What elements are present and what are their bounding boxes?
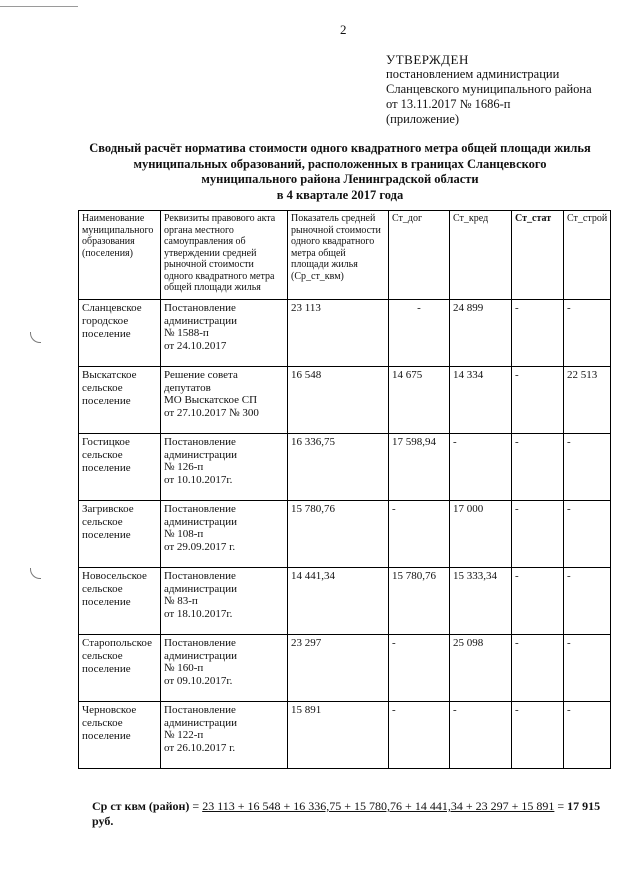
st-stat-cell: - (512, 568, 564, 635)
municipality-cell: Загривское сельское поселение (79, 501, 161, 568)
header-cell-st-stat: Ст_стат (512, 211, 564, 300)
st-stroy-cell: - (564, 300, 611, 367)
legal-act-line: № 83-п (164, 595, 198, 607)
st-kred-cell: 24 899 (450, 300, 512, 367)
average-cost-cell: 23 113 (288, 300, 389, 367)
header-cell-legal-act: Реквизиты правового акта органа местного самоуправления об утверждении средней рыночной стоимости одного квадратного метра общей площади жилья (161, 211, 288, 300)
st-kred-cell: 15 333,34 (450, 568, 512, 635)
legal-act-line: Постановление (164, 637, 236, 649)
legal-act-line: Постановление (164, 704, 236, 716)
legal-act-line: № 126-п (164, 461, 204, 473)
st-dog-cell: 15 780,76 (389, 568, 450, 635)
municipality-cell: Выскатское сельское поселение (79, 367, 161, 434)
legal-act-line: Постановление (164, 436, 236, 448)
st-dog-cell: - (389, 501, 450, 568)
st-stat-cell: - (512, 501, 564, 568)
municipality-cell: Сланцевское городское поселение (79, 300, 161, 367)
average-cost-cell: 23 297 (288, 635, 389, 702)
legal-act-cell (161, 501, 288, 568)
legal-act-line: Постановление (164, 503, 236, 515)
page-number: 2 (340, 22, 347, 37)
legal-act-line: администрации (164, 314, 237, 327)
legal-act-line: администрации (164, 716, 237, 729)
legal-act-cell (161, 434, 288, 501)
legal-act-cell (161, 702, 288, 769)
legal-act-line: от 24.10.2017 (164, 339, 227, 352)
st-stroy-cell: - (564, 568, 611, 635)
legal-act-line: от 18.10.2017г. (164, 607, 233, 620)
formula-result: 17 915 (567, 799, 601, 813)
legal-act-line: № 160-п (164, 662, 204, 674)
title-line: в 4 квартале 2017 года (276, 187, 404, 202)
legal-act-line: от 29.09.2017 г. (164, 540, 236, 553)
legal-act-line: от 10.10.2017г. (164, 473, 233, 486)
legal-act-line: Решение совета (164, 369, 238, 381)
formula-label: Ср ст квм (район) (92, 799, 190, 813)
legal-act-line: от 27.10.2017 № 300 (164, 406, 259, 419)
title-line: муниципальных образований, расположенных в границах Сланцевского (133, 156, 547, 171)
header-cell-municipality: Наименование муниципального образования (поселения) (79, 211, 161, 300)
legal-act-line: Постановление (164, 302, 236, 314)
table-row (79, 568, 611, 635)
legal-act-line: администрации (164, 582, 237, 595)
average-cost-cell: 15 780,76 (288, 501, 389, 568)
legal-act-line: от 09.10.2017г. (164, 674, 233, 687)
title-line: муниципального района Ленинградской области (201, 172, 479, 186)
st-kred-cell: - (450, 702, 512, 769)
table-row (79, 501, 611, 568)
st-kred-cell: 25 098 (450, 635, 512, 702)
st-kred-cell: 14 334 (450, 367, 512, 434)
legal-act-cell (161, 635, 288, 702)
legal-act-cell (161, 568, 288, 635)
approval-line: (приложение) (386, 112, 460, 126)
legal-act-line: Постановление (164, 570, 236, 582)
header-rule (0, 6, 78, 7)
header-cell-st-dog: Ст_дог (389, 211, 450, 300)
table-row (79, 367, 611, 434)
average-cost-cell: 16 548 (288, 367, 389, 434)
st-kred-cell: - (450, 434, 512, 501)
st-dog-cell: 14 675 (389, 367, 450, 434)
municipality-cell: Черновское сельское поселение (79, 702, 161, 769)
table-row (79, 702, 611, 769)
margin-mark (30, 568, 41, 579)
margin-mark (30, 332, 41, 343)
st-stat-cell: - (512, 367, 564, 434)
legal-act-line: от 26.10.2017 г. (164, 741, 236, 754)
cost-table (78, 210, 611, 769)
st-stat-cell: - (512, 300, 564, 367)
header-cell-st-kred: Ст_кред (450, 211, 512, 300)
approval-line: постановлением администрации (386, 67, 560, 81)
st-stat-cell: - (512, 702, 564, 769)
legal-act-cell (161, 300, 288, 367)
st-stat-cell: - (512, 635, 564, 702)
legal-act-line: администрации (164, 649, 237, 662)
legal-act-line: № 122-п (164, 729, 204, 741)
municipality-cell: Гостицкое сельское поселение (79, 434, 161, 501)
header-cell-st-stroy: Ст_строй (564, 211, 611, 300)
st-dog-cell: - (389, 635, 450, 702)
formula-expression: 23 113 + 16 548 + 16 336,75 + 15 780,76 + 14 441,34 + 23 297 + 15 891 (202, 799, 555, 813)
st-dog-cell: - (389, 702, 450, 769)
st-stat-cell: - (512, 434, 564, 501)
table-row (79, 434, 611, 501)
formula-block (92, 799, 612, 829)
legal-act-cell (161, 367, 288, 434)
legal-act-line: администрации (164, 448, 237, 461)
table-row (79, 300, 611, 367)
municipality-cell: Новосельское сельское поселение (79, 568, 161, 635)
st-stroy-cell: - (564, 635, 611, 702)
st-dog-cell: - (389, 300, 450, 367)
st-stroy-cell: - (564, 702, 611, 769)
municipality-cell: Старопольское сельское поселение (79, 635, 161, 702)
formula-equals: = (554, 799, 568, 813)
approval-block (386, 52, 592, 127)
approval-line: Сланцевского муниципального района (386, 82, 592, 96)
st-stroy-cell: - (564, 434, 611, 501)
formula-unit: руб. (92, 814, 114, 828)
legal-act-line: № 1588-п (164, 327, 209, 339)
average-cost-cell: 14 441,34 (288, 568, 389, 635)
legal-act-line: № 108-п (164, 528, 204, 540)
st-dog-cell: 17 598,94 (389, 434, 450, 501)
table-row (79, 635, 611, 702)
document-title (80, 141, 600, 203)
title-line: Сводный расчёт норматива стоимости одного квадратного метра общей площади жилья (89, 141, 591, 155)
approval-line: от 13.11.2017 № 1686-п (386, 97, 511, 111)
st-kred-cell: 17 000 (450, 501, 512, 568)
st-stroy-cell: 22 513 (564, 367, 611, 434)
formula-equals: = (189, 799, 203, 813)
table-header-row (79, 211, 611, 300)
legal-act-line: администрации (164, 515, 237, 528)
approval-heading: УТВЕРЖДЕН (386, 52, 469, 67)
st-stroy-cell: - (564, 501, 611, 568)
legal-act-line: МО Выскатское СП (164, 394, 258, 406)
average-cost-cell: 16 336,75 (288, 434, 389, 501)
average-cost-cell: 15 891 (288, 702, 389, 769)
legal-act-line: депутатов (164, 381, 211, 394)
header-cell-average-cost: Показатель средней рыночной стоимости одного квадратного метра общей площади жилья (Ср_ст_квм) (288, 211, 389, 300)
